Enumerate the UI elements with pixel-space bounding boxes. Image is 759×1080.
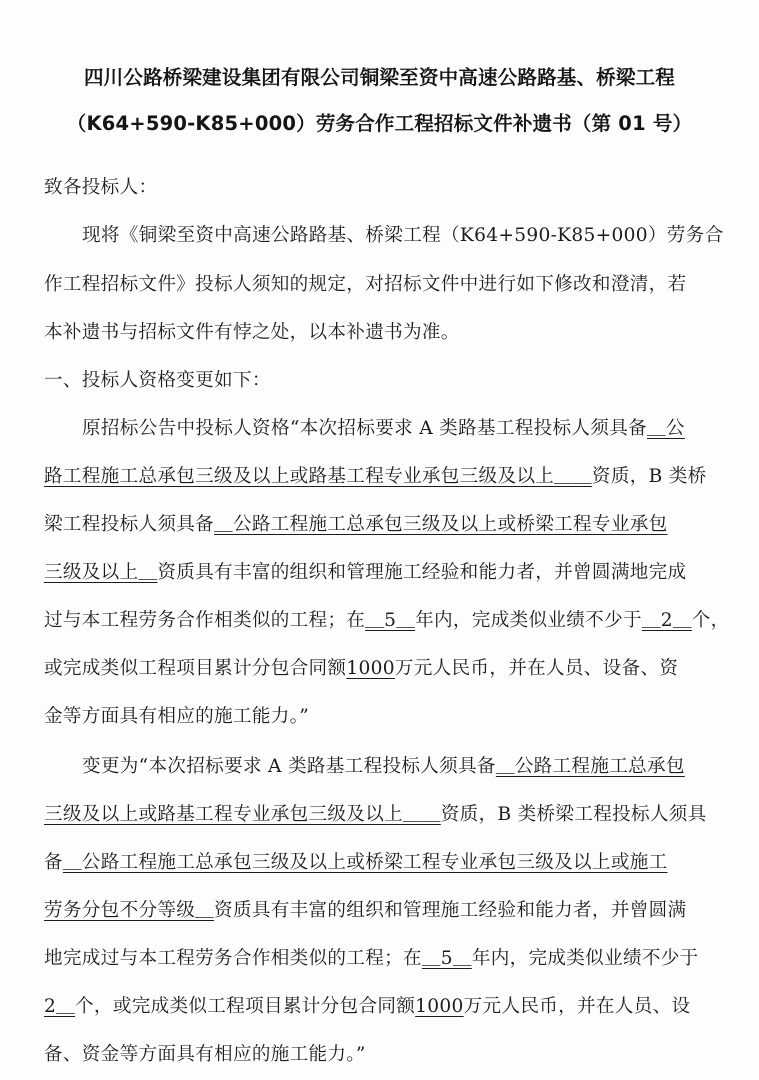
changed-years-field: ＿5＿ (421, 948, 472, 969)
changed-line-7: 备、资金等方面具有相应的施工能力。” (44, 1044, 366, 1065)
changed-text: 资质具有丰富的组织和管理施工经验和能力者，并曾圆满 (214, 900, 687, 921)
original-text: 过与本工程劳务合作相类似的工程；在 (44, 610, 366, 631)
original-qualification-b: 三级及以上＿ (44, 562, 158, 583)
document-title-line2: （K64+590-K85+000）劳务合作工程招标文件补遗书（第 01 号） (66, 112, 693, 135)
changed-qualification-b: 劳务分包不分等级＿ (44, 900, 215, 921)
changed-line-1 (82, 755, 720, 779)
original-qualification-a: 路工程施工总承包三级及以上或路基工程专业承包三级及以上＿＿ (44, 466, 592, 487)
original-qualification-b: ＿公路工程施工总承包三级及以上或桥梁工程专业承包 (214, 514, 668, 535)
original-text: 资质具有丰富的组织和管理施工经验和能力者，并曾圆满地完成 (157, 562, 687, 583)
changed-count-field: 2＿ (44, 996, 76, 1017)
changed-amount-field: 1000 (415, 996, 464, 1017)
original-qualification-a: ＿公 (646, 418, 685, 439)
original-line-7: 金等方面具有相应的施工能力。” (44, 706, 310, 727)
changed-text: 变更为“本次招标要求 A 类路基工程投标人须具备 (82, 756, 496, 777)
original-line-2 (44, 465, 720, 489)
intro-line-1: 现将《铜梁至资中高速公路路基、桥梁工程（K64+590-K85+000）劳务合 (82, 225, 724, 246)
original-text: 梁工程投标人须具备 (44, 514, 215, 535)
changed-line-2 (44, 803, 720, 827)
original-line-4 (44, 561, 720, 585)
original-line-6 (44, 657, 720, 681)
original-line-1 (82, 417, 720, 441)
changed-text: 地完成过与本工程劳务合作相类似的工程；在 (44, 948, 422, 969)
changed-text: 万元人民币，并在人员、设 (463, 996, 691, 1017)
changed-text: 年内，完成类似业绩不少于 (471, 948, 699, 969)
original-text: 万元人民币，并在人员、设备、资 (394, 658, 679, 679)
changed-qualification-b: ＿公路工程施工总承包三级及以上或桥梁工程专业承包三级及以上或施工 (62, 852, 668, 873)
original-text: 年内，完成类似业绩不少于 (415, 610, 642, 631)
changed-text: 备 (44, 852, 63, 873)
original-years-field: ＿5＿ (365, 610, 416, 631)
intro-line-2: 作工程招标文件》投标人须知的规定，对招标文件中进行如下修改和澄清，若 (44, 274, 687, 295)
intro-line-3: 本补遗书与招标文件有悖之处，以本补遗书为准。 (44, 322, 460, 343)
original-text: 原招标公告中投标人资格“本次招标要求 A 类路基工程投标人须具备 (82, 418, 647, 439)
original-amount-field: 1000 (346, 658, 395, 679)
original-text: 资质，B 类桥 (591, 466, 707, 487)
section-heading: 一、投标人资格变更如下： (44, 370, 271, 391)
changed-qualification-a: ＿公路工程施工总承包 (495, 756, 685, 777)
salutation: 致各投标人： (44, 177, 158, 198)
original-text: 或完成类似工程项目累计分包合同额 (44, 658, 347, 679)
changed-line-4 (44, 899, 720, 923)
original-count-field: ＿2＿ (641, 610, 692, 631)
changed-line-3 (44, 851, 720, 875)
changed-line-6 (44, 995, 720, 1019)
changed-text: 个，或完成类似工程项目累计分包合同额 (75, 996, 416, 1017)
changed-qualification-a: 三级及以上或路基工程专业承包三级及以上＿＿ (44, 804, 441, 825)
document-title-line1: 四川公路桥梁建设集团有限公司铜梁至资中高速公路路基、桥梁工程 (83, 66, 675, 89)
original-text: 个， (691, 610, 730, 631)
original-line-5 (44, 609, 730, 633)
changed-line-5 (44, 947, 720, 971)
original-line-3 (44, 513, 720, 537)
changed-text: 资质，B 类桥梁工程投标人须具 (440, 804, 707, 825)
